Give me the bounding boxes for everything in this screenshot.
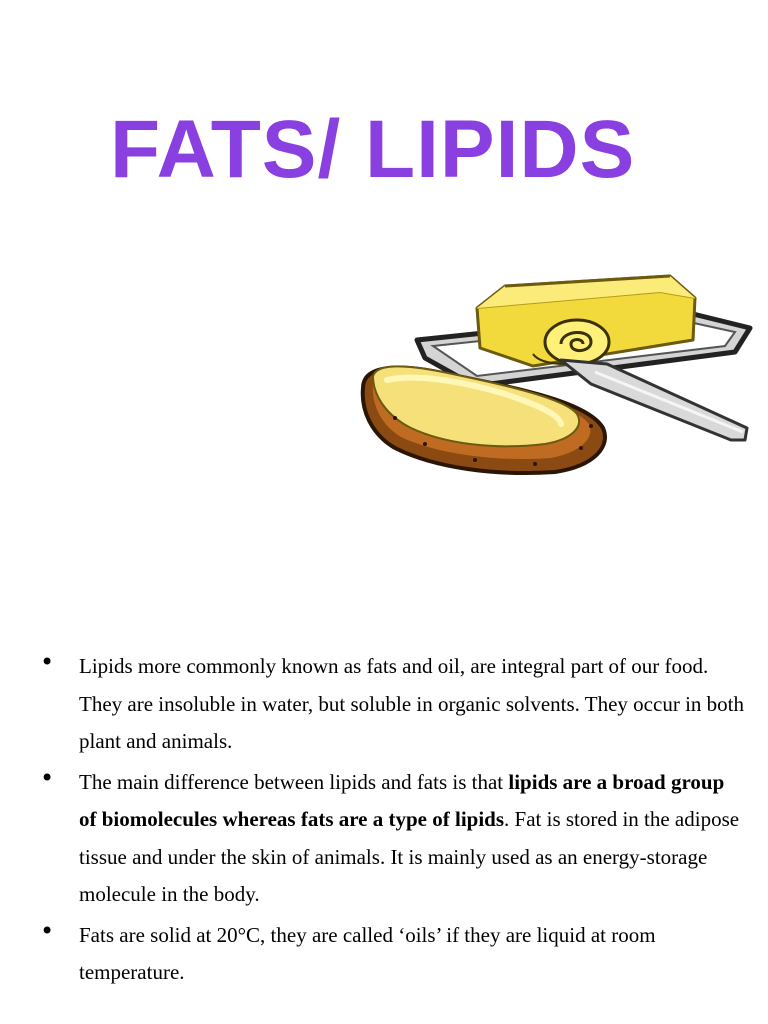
buttered-bread bbox=[363, 366, 605, 473]
bullet-text: . Fat is stored in the adipose tissue and under the skin of animals. It is mainly used as an energy-storage molecule in the body. bbox=[79, 807, 740, 906]
bullet-item bbox=[40, 764, 745, 914]
bullet-icon: • bbox=[40, 648, 55, 676]
bullet-list bbox=[40, 648, 745, 995]
bullet-bold-text: lipids are a broad group of biomolecules whereas fats are a type of lipids bbox=[79, 769, 725, 831]
bullet-icon: • bbox=[40, 916, 55, 945]
butter-dish-and-buttered-bread-icon bbox=[355, 268, 755, 478]
bullet-item bbox=[40, 648, 745, 761]
bullet-text: The main difference between lipids and fats is that bbox=[79, 769, 509, 794]
bullet-text: Fats are solid at 20°C, they are called ‘oils’ if they are liquid at room temperature. bbox=[79, 922, 656, 984]
bullet-icon: • bbox=[40, 763, 55, 792]
bullet-item bbox=[40, 917, 745, 992]
bullet-text: Lipids more commonly known as fats and oil, are integral part of our food. They are insoluble in water, but soluble in organic solvents. They occur in both plant and animals. bbox=[79, 654, 744, 753]
page-title: FATS/ LIPIDS bbox=[110, 104, 636, 195]
